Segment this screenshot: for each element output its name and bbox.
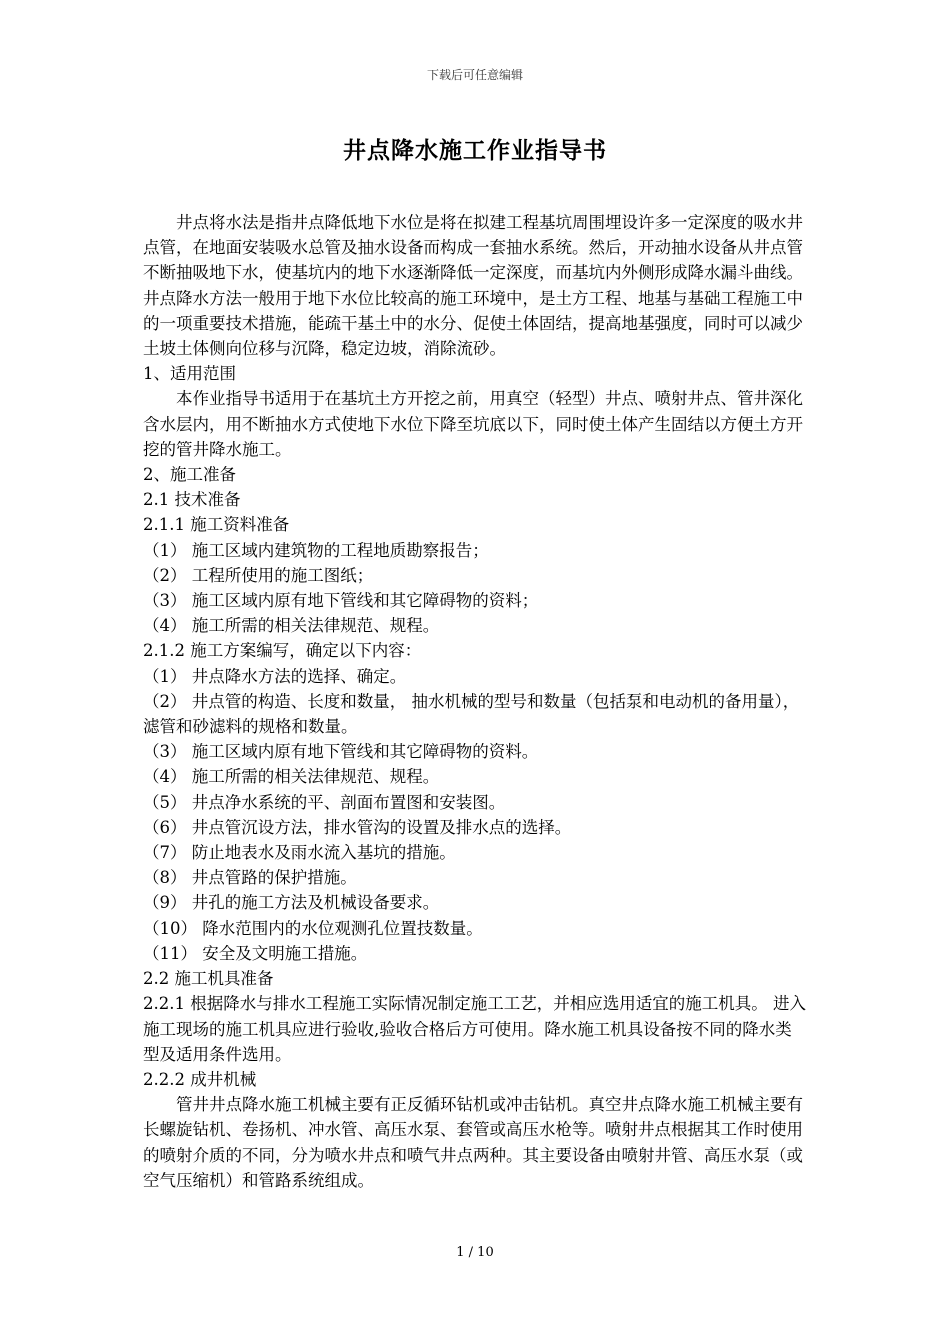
document-title: 井点降水施工作业指导书	[343, 137, 607, 164]
list-item: （7） 防止地表水及雨水流入基坑的措施。	[143, 843, 456, 863]
list-item: （11） 安全及文明施工措施。	[143, 943, 368, 963]
list-item: （2） 井点管的构造、长度和数量， 抽水机械的型号和数量（包括泵和电动机的备用量），滤管和砂滤料的规格和数量。	[143, 691, 800, 737]
section-heading: 1、适用范围	[143, 364, 236, 384]
list-item: （4） 施工所需的相关法律规范、规程。	[143, 616, 440, 636]
list-item: （10） 降水范围内的水位观测孔位置技数量。	[143, 918, 483, 938]
subsection-heading: 2.1 技术准备	[143, 490, 241, 510]
list-item: （1） 施工区域内建筑物的工程地质勘察报告；	[143, 540, 489, 560]
body-paragraph: 本作业指导书适用于在基坑土方开挖之前，用真空（轻型）井点、喷射井点、管井深化含水层内，用不断抽水方式使地下水位下降至坑底以下，同时使土体产生固结以方便土方开挖的管井降水施工。	[143, 389, 803, 459]
section-heading: 2、施工准备	[143, 465, 236, 485]
subsection-heading: 2.1.1 施工资料准备	[143, 515, 290, 535]
body-paragraph: 管井井点降水施工机械主要有正反循环钻机或冲击钻机。真空井点降水施工机械主要有长螺旋钻机、卷扬机、冲水管、高压水泵、套管或高压水枪等。喷射井点根据其工作时使用的喷射介质的不同，分为喷水井点和喷气井点两种。其主要设备由喷射井管、高压水泵（或空气压缩机）和管路系统组成。	[143, 1095, 803, 1190]
document-body	[143, 210, 808, 1193]
list-item: （2） 工程所使用的施工图纸；	[143, 565, 374, 585]
page-header: 下载后可任意编辑	[426, 68, 523, 82]
list-item: （9） 井孔的施工方法及机械设备要求。	[143, 893, 440, 913]
intro-paragraph: 井点将水法是指井点降低地下水位是将在拟建工程基坑周围埋设许多一定深度的吸水井点管，在地面安装吸水总管及抽水设备而构成一套抽水系统。然后，开动抽水设备从井点管不断抽吸地下水，使基坑内的地下水逐渐降低一定深度，而基坑内外侧形成降水漏斗曲线。 井点降水方法一般用于地下水位比较高的施工环境中，是土方工程、地基与基础工程施工中的一项重要技术措施，能疏干基土中的水分、促使土体固结，提高地基强度，同时可以减少土坡土体侧向位移与沉降，稳定边坡，消除流砂。	[143, 213, 803, 359]
subsection-heading: 2.2.2 成井机械	[143, 1069, 257, 1089]
list-item: （1） 井点降水方法的选择、确定。	[143, 666, 407, 686]
list-item: （3） 施工区域内原有地下管线和其它障碍物的资料。	[143, 742, 539, 762]
subsection-heading: 2.1.2 施工方案编写，确定以下内容：	[143, 641, 422, 661]
page-number: 1 / 10	[456, 1245, 494, 1260]
list-item: （8） 井点管路的保护措施。	[143, 868, 357, 888]
list-item: （4） 施工所需的相关法律规范、规程。	[143, 767, 440, 787]
list-item: （6） 井点管沉设方法，排水管沟的设置及排水点的选择。	[143, 817, 572, 837]
list-item: （3） 施工区域内原有地下管线和其它障碍物的资料；	[143, 591, 539, 611]
subsection-heading: 2.2 施工机具准备	[143, 969, 274, 989]
list-item: （5） 井点净水系统的平、剖面布置图和安装图。	[143, 792, 506, 812]
body-paragraph: 2.2.1 根据降水与排水工程施工实际情况制定施工工艺，并相应选用适宜的施工机具。 进入施工现场的施工机具应进行验收,验收合格后方可使用。降水施工机具设备按不同的降水类型及适用条件选用。	[143, 994, 806, 1064]
